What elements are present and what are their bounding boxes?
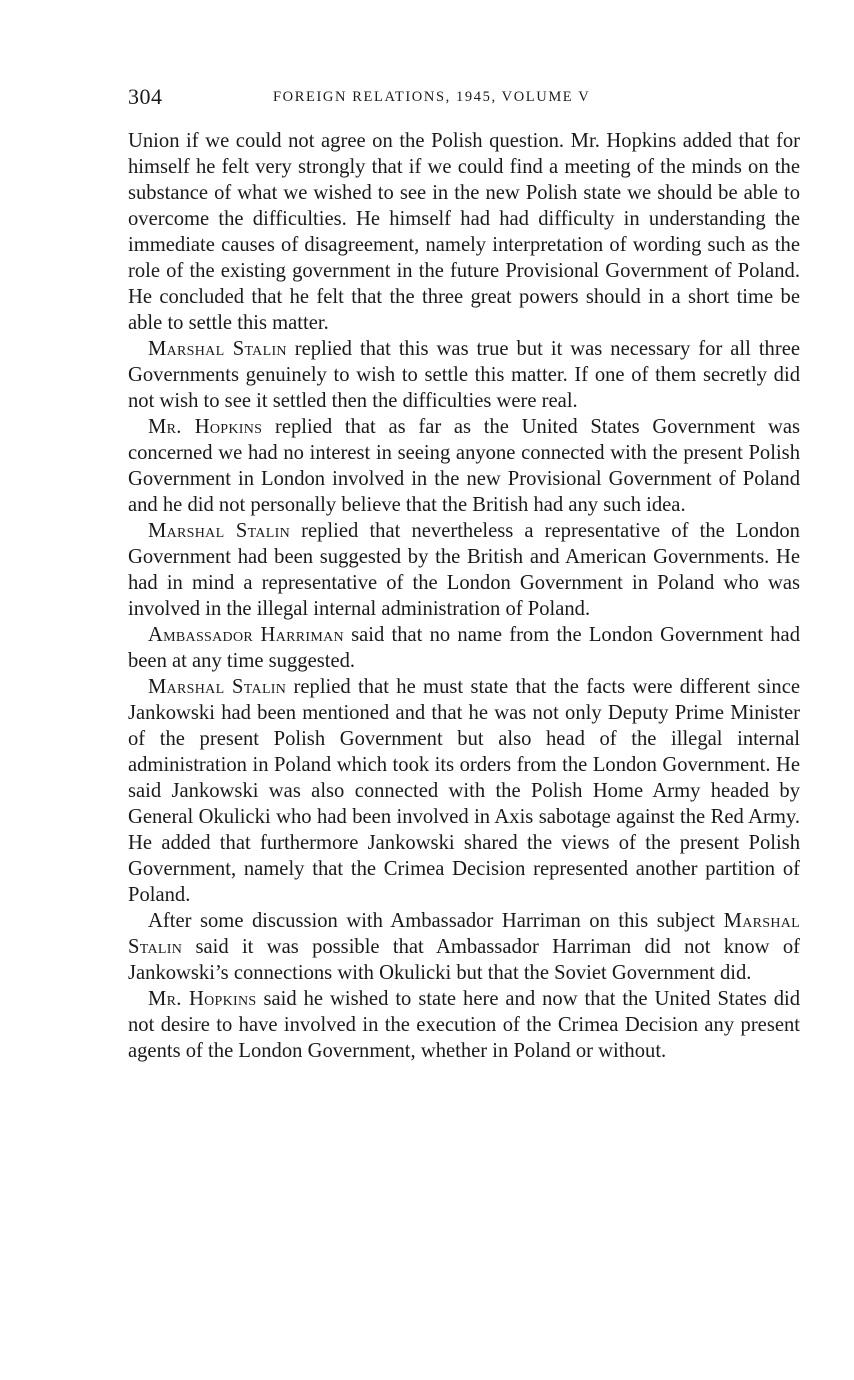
speaker-name: Marshal Stalin bbox=[148, 338, 287, 360]
paragraph-text: replied that as far as the United States Government was concerned we had no interest in seeing anyone connected with the present Polish Government in London involved in the new Provisional Government of Poland and he did not personally believe that the British had any such idea. bbox=[128, 416, 801, 516]
paragraph-text: Union if we could not agree on the Polish question. Mr. Hopkins added that for himself he felt very strongly that if we could find a meeting of the minds on the substance of what we wished to see in the new Polish state we should be able to overcome the difficulties. He himself had had difficulty in understanding the immediate causes of disagreement, namely interpretation of wording such as the role of the existing government in the future Provisional Government of Poland. He concluded that he felt that the three great powers should in a short time be able to settle this matter. bbox=[128, 130, 800, 334]
speaker-name: Mr. Hopkins bbox=[148, 988, 257, 1010]
speaker-name: Mr. Hopkins bbox=[148, 416, 263, 438]
speaker-name: Marshal Stalin bbox=[148, 520, 290, 542]
speaker-name: Marshal Stalin bbox=[148, 676, 287, 698]
running-title: FOREIGN RELATIONS, 1945, VOLUME V bbox=[273, 89, 591, 105]
page-number: 304 bbox=[128, 84, 163, 109]
paragraph-text: replied that this was true but it was necessary for all three Governments genuinely to wish to settle this matter. If one of them secretly did not wish to see it settled then the difficulties were real. bbox=[128, 338, 800, 412]
paragraph bbox=[128, 336, 800, 414]
paragraph bbox=[128, 908, 800, 986]
document-page bbox=[128, 84, 800, 1064]
paragraph-text: replied that he must state that the facts were different since Jankowski had been mentioned and that he was not only Deputy Prime Minister of the present Polish Government but also head of the illegal internal administration in Poland which took its orders from the London Government. He said Jankowski was also connected with the Polish Home Army headed by General Okulicki who had been involved in Axis sabotage against the Red Army. He added that furthermore Jankowski shared the views of the present Polish Government, namely that the Crimea Decision represented another partition of Poland. bbox=[128, 676, 800, 906]
speaker-name: Ambassador Harriman bbox=[148, 624, 344, 646]
running-header bbox=[128, 84, 800, 114]
paragraph bbox=[128, 674, 800, 908]
paragraph bbox=[128, 414, 800, 518]
paragraph bbox=[128, 986, 800, 1064]
paragraph bbox=[128, 518, 800, 622]
paragraph-text: After some discussion with Ambassador Harriman on this subject bbox=[148, 910, 724, 932]
paragraph bbox=[128, 128, 800, 336]
paragraph-text: said he wished to state here and now that the United States did not desire to have involved in the execution of the Crimea Decision any present agents of the London Government, whether in Poland or without. bbox=[128, 988, 801, 1062]
body-text bbox=[128, 128, 800, 1064]
paragraph-text: said it was possible that Ambassador Harriman did not know of Jankowski’s connections with Okulicki but that the Soviet Government did. bbox=[128, 936, 800, 984]
paragraph-text: replied that nevertheless a representative of the London Government had been suggested by the British and American Governments. He had in mind a representative of the London Government in Poland who was involved in the illegal internal administration of Poland. bbox=[128, 520, 800, 620]
speaker-name: Marshal Stalin bbox=[128, 910, 800, 958]
paragraph bbox=[128, 622, 800, 674]
paragraph-text: said that no name from the London Government had been at any time suggested. bbox=[128, 624, 800, 672]
